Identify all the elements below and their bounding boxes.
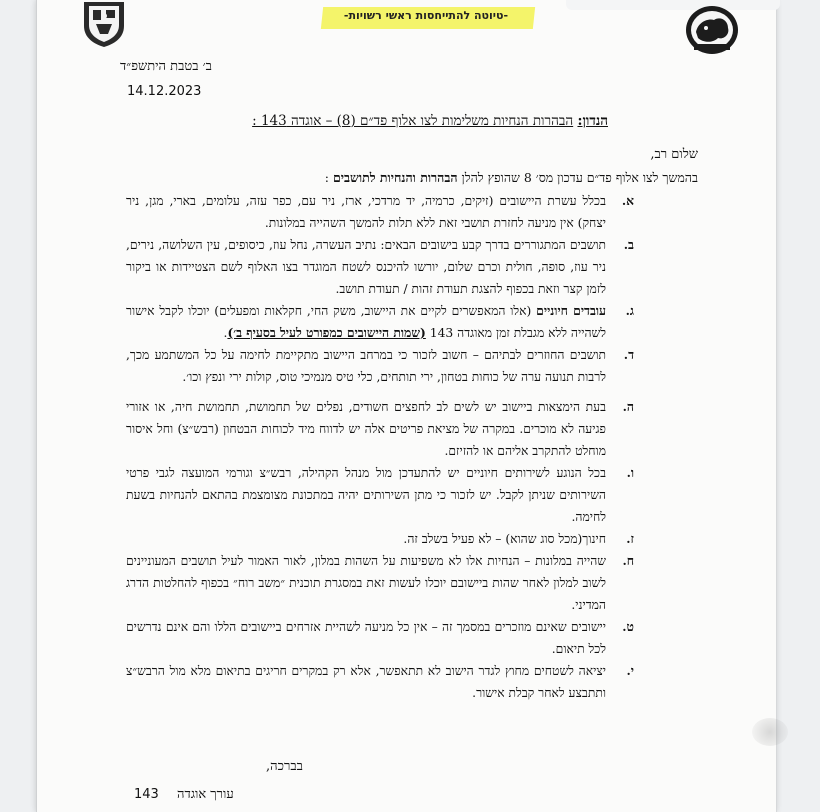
subject-line xyxy=(190,113,608,129)
item-marker: ג. xyxy=(625,303,634,318)
subject-text: הבהרות הנחיות משלימות לצו אלוף פד״ם (8) – אוגדה 143 : xyxy=(252,113,574,129)
item-text: תושבים החוזרים לבתיהם – חשוב לזכור כי במרחב היישוב מתקיימת לחימה על כל המשתמע מכך, לרבות תנועה ערה של כוחות בטחון, ירי תותחים, כלי טיס מנמיכי טוס, קולות ירי ונפץ וכו׳. xyxy=(126,348,606,384)
item-marker: ב. xyxy=(623,237,634,252)
draft-label: -טיוטה להתייחסות ראשי רשויות- xyxy=(343,9,509,22)
list-item xyxy=(126,462,634,528)
item-text: יציאה לשטחים מחוץ לגדר הישוב לא תתאפשר, אלא רק במקרים חריגים בתיאום מלא מול הרבש״צ ותתבצע לאחר קבלת אישור. xyxy=(126,664,606,700)
signature xyxy=(134,786,254,802)
list-item xyxy=(126,550,634,616)
numeric-date: 14.12.2023 xyxy=(127,84,202,99)
signature-number: 143 xyxy=(134,787,159,802)
greeting: שלום רב, xyxy=(650,147,698,162)
item-marker: ט. xyxy=(622,619,634,634)
subject-label: הנדון: xyxy=(577,113,608,129)
overlay-tab xyxy=(566,0,780,10)
unit-emblem-icon xyxy=(684,4,740,56)
item-text-part: (אלו המאפשרים לקיים את היישוב, משק החי, חקלאות ומפעלים) יוכלו לקבל אישור לשהייה ללא מגבלת זמן מאוגדה 143 xyxy=(126,304,606,340)
item-text: בכלל עשרת היישובים (זיקים, כרמיה, יד מרדכי, ארז, ניר עם, כפר עזה, עלומים, בארי, מגן, ניר יצחק) אין מניעה לחזרת תושבי זאת ללא תלות להמשך השהייה במלונות. xyxy=(126,194,606,230)
list-item xyxy=(126,190,634,234)
list-item xyxy=(126,528,634,550)
list-item xyxy=(126,396,634,462)
hebrew-date: ב׳ בטבת היתשפ״ד xyxy=(120,59,212,74)
scan-smudge xyxy=(752,718,788,746)
item-marker: י. xyxy=(626,663,634,678)
intro-paragraph xyxy=(325,170,698,186)
item-text: בעת הימצאות ביישוב יש לשים לב לחפצים חשודים, נפלים של תחמושת, תחמושת חיה, או אזורי פגיעה לא מוכרים. במקרה של מציאת פריטים אלה יש לדווח מיד לכוחות הבטחון (רבש״צ) וחל איסור מוחלט להתקרב אליהם או להזיזם. xyxy=(126,400,606,458)
list-item xyxy=(126,616,634,660)
item-text: בכל הנוגע לשירותים חיוניים יש להתעדכן מול מנהל הקהילה, רבש״צ וגורמי המועצה לגבי פרטי השירותים שניתן לקבל. יש לזכור כי מתן השירותים יהיה במתכונת מצומצמת בהתאם להנחיות בשעת לחימה. xyxy=(126,466,606,524)
intro-bold: הבהרות והנחיות לתושבים xyxy=(332,170,458,185)
page-edge xyxy=(776,0,777,812)
intro-text: בהמשך לצו אלוף פד״ם עדכון מס׳ 8 שהופץ להלן xyxy=(457,170,698,185)
item-marker: א. xyxy=(621,193,634,208)
item-text: יישובים שאינם מוזכרים במסמך זה – אין כל מניעה לשהיית אזרחים ביישובים הללו והם אינם נדרשים לכל תיאום. xyxy=(126,620,606,656)
item-marker: ז. xyxy=(626,531,634,546)
list-item xyxy=(126,660,634,704)
signature-title: עורך אוגדה xyxy=(176,787,234,802)
list-item xyxy=(126,300,634,344)
item-text: שהייה במלונות – הנחיות אלו לא משפיעות על השהות במלון, לאור האמור לעיל תושבים המעוניינים לשוב למלון לאחר שהות ביישובם יוכלו לעשות זאת במסגרת תוכנית ״משב רוח״ בכפוף להחלטות הדרג המדיני. xyxy=(126,554,606,612)
item-text: תושבים המתגוררים בדרך קבע בישובים הבאים: נתיב העשרה, נחל עוז, כיסופים, עין השלושה, נירים, ניר עוז, סופה, חולית וכרם שלום, יורשו להיכנס לשטח המוגדר בצו האלוף לשם הצטיידות או ביקור לזמן קצר וזאת בכפוף להצגת תעודת זהות / תעודת תושב. xyxy=(126,238,606,296)
item-marker: ח. xyxy=(622,553,634,568)
item-marker: ה. xyxy=(622,399,634,414)
shield-emblem-icon xyxy=(82,0,126,48)
item-marker: ו. xyxy=(626,465,634,480)
list-item xyxy=(126,234,634,300)
list-item xyxy=(126,344,634,388)
item-text: חינוך(מכל סוג שהוא) – לא פעיל בשלב זה. xyxy=(403,532,606,546)
item-underline: (שמות היישובים כמפורט לעיל בסעיף ב׳) xyxy=(227,325,426,340)
page-edge xyxy=(36,0,37,812)
intro-end: : xyxy=(324,170,333,185)
closing: בברכה, xyxy=(266,759,303,774)
item-text-end: . xyxy=(223,326,228,340)
item-marker: ד. xyxy=(623,347,634,362)
item-bold: עובדים חיוניים xyxy=(536,303,606,318)
item-text xyxy=(126,300,606,344)
instructions-list xyxy=(126,190,634,704)
